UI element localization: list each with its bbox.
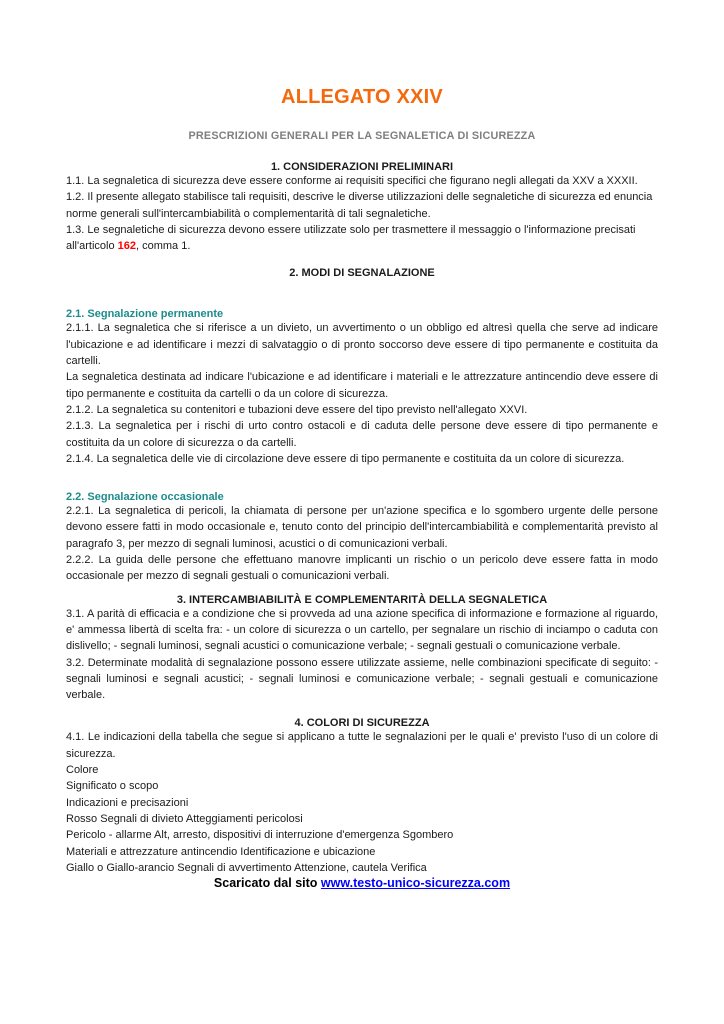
paragraph-2-1-3: 2.1.3. La segnaletica per i rischi di urto contro ostacoli e di caduta delle persone deve essere di tipo permanente e costituita da un colore di sicurezza o da cartelli. xyxy=(66,420,658,449)
color-table-line: Rosso Segnali di divieto Atteggiamenti pericolosi xyxy=(66,812,303,825)
paragraph-1-3-text: 1.3. Le segnaletiche di sicurezza devono essere utilizzate solo per trasmettere il messaggio o l'informazione precisati all'articolo xyxy=(66,223,636,253)
color-table-line: Materiali e attrezzature antincendio Identificazione e ubicazione xyxy=(66,845,376,858)
subsection-2-1-heading: 2.1. Segnalazione permanente xyxy=(66,308,224,321)
paragraph-4-1: 4.1. Le indicazioni della tabella che segue si applicano a tutte le segnalazioni per le quali e' previsto l'uso di un colore di sicurezza. xyxy=(66,731,658,760)
paragraph-2-1-1b: La segnaletica destinata ad indicare l'ubicazione e ad identificare i materiali e le attrezzature antincendio deve essere di tipo permanente e costituita da cartelli o da un colore di sicurezza. xyxy=(66,371,658,400)
article-162-reference: 162 xyxy=(117,240,136,253)
section-4-body xyxy=(66,729,658,876)
section-1-heading: 1. CONSIDERAZIONI PRELIMINARI xyxy=(270,161,454,173)
paragraph-1-3 xyxy=(66,222,658,255)
section-3-body xyxy=(66,606,658,704)
subsection-2-1-body xyxy=(66,320,658,467)
paragraph-1-2: 1.2. Il presente allegato stabilisce tali requisiti, descrive le diverse utilizzazioni delle segnaletiche di sicurezza ed enuncia norme generali sull'intercambiabilità o complementarità di tali segnaletiche. xyxy=(66,191,653,220)
subsection-2-2-heading: 2.2. Segnalazione occasionale xyxy=(66,491,224,504)
paragraph-2-1-4: 2.1.4. La segnaletica delle vie di circolazione deve essere di tipo permanente e costituita da un colore di sicurezza. xyxy=(66,452,625,465)
paragraph-2-1-1a: 2.1.1. La segnaletica che si riferisce a un divieto, un avvertimento o un obbligo ed altresì quella che serve ad indicare l'ubicazione e ad identificare i mezzi di salvataggio o di pronto soccorso deve essere di tipo permanente e costituita da cartelli. xyxy=(66,322,658,368)
color-table-line: Pericolo - allarme Alt, arresto, dispositivi di interruzione d'emergenza Sgombero xyxy=(66,829,454,842)
section-3-heading: 3. INTERCAMBIABILITÀ E COMPLEMENTARITÀ DELLA SEGNALETICA xyxy=(176,593,548,606)
document-content xyxy=(66,0,658,890)
footer xyxy=(66,876,658,890)
footer-prefix: Scaricato dal sito xyxy=(213,876,321,891)
paragraph-1-1: 1.1. La segnaletica di sicurezza deve essere conforme ai requisiti specifici che figurano negli allegati da XXV a XXXII. xyxy=(66,175,638,187)
color-table-line: Indicazioni e precisazioni xyxy=(66,796,189,809)
footer-site-link[interactable]: www.testo-unico-sicurezza.com xyxy=(320,876,511,891)
paragraph-2-1-2: 2.1.2. La segnaletica su contenitori e tubazioni deve essere del tipo previsto nell'allegato XXVI. xyxy=(66,403,528,416)
document-subtitle: PRESCRIZIONI GENERALI PER LA SEGNALETICA DI SICUREZZA xyxy=(188,130,536,142)
section-2-heading: 2. MODI DI SEGNALAZIONE xyxy=(289,267,435,280)
paragraph-3-1: 3.1. A parità di efficacia e a condizione che si provveda ad una azione specifica di informazione e formazione al riguardo, e' ammessa libertà di scelta fra: - un colore di sicurezza o un cartello, per segnalare un rischio di inciampo o caduta con dislivello; - segnali luminosi, segnali acustici o comunicazione verbale; - segnali gestuali o comunicazione verbale. xyxy=(66,607,658,653)
paragraph-3-2: 3.2. Determinate modalità di segnalazione possono essere utilizzate assieme, nelle combinazioni specificate di seguito: - segnali luminosi e segnali acustici; - segnali luminosi e comunicazione verbale; - segnali gestuali e comunicazione verbale. xyxy=(66,656,658,702)
paragraph-2-2-1: 2.2.1. La segnaletica di pericoli, la chiamata di persone per un'azione specifica e lo sgombero urgente delle persone devono essere fatti in modo occasionale e, tenuto conto del principio dell'intercambiabilità e complementarità previsto al paragrafo 3, per mezzo di segnali luminosi, acustici o di comunicazioni verbali. xyxy=(66,505,658,550)
section-1-body xyxy=(66,173,658,254)
subsection-2-2-body xyxy=(66,503,658,584)
document-title: ALLEGATO XXIV xyxy=(281,86,443,108)
color-table-line: Colore xyxy=(66,764,99,777)
paragraph-1-3-tail: , comma 1. xyxy=(135,240,191,253)
section-4-heading: 4. COLORI DI SICUREZZA xyxy=(294,717,430,730)
color-table-line: Significato o scopo xyxy=(66,780,159,793)
color-table-line: Giallo o Giallo-arancio Segnali di avvertimento Attenzione, cautela Verifica xyxy=(66,861,427,874)
paragraph-2-2-2: 2.2.2. La guida delle persone che effettuano manovre implicanti un rischio o un pericolo deve essere fatta in modo occasionale per mezzo di segnali gestuali o comunicazioni verbali. xyxy=(66,554,658,583)
